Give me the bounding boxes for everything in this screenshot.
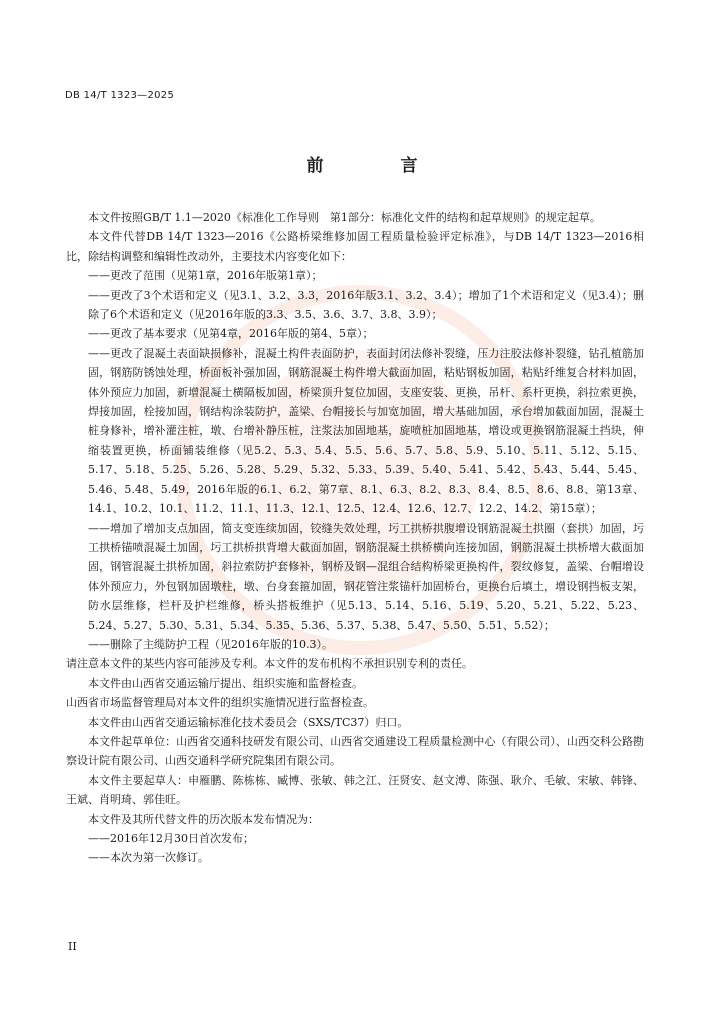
paragraph-drafters: 本文件主要起草人：申雁鹏、陈栋栋、臧博、张敏、韩之江、汪贤安、赵文溥、陈强、耿介、毛敏、宋敏、韩锋、王斌、肖明琦、郭佳旺。 [66, 773, 644, 807]
history-item-current: ——本次为第一次修订。 [88, 851, 209, 865]
change-item-deleted: ——删除了主缆防护工程（见2016年版的10.3）。 [88, 637, 333, 651]
change-item-scope: ——更改了范围（见第1章，2016年版第1章）； [88, 269, 323, 283]
history-item-first: ——2016年12月30日首次发布； [88, 832, 254, 845]
paragraph-scope-rule: 本文件按照GB/T 1.1—2020《标准化工作导则 第1部分：标准化文件的结构和起草规则》的规定起草。 [88, 211, 601, 224]
paragraph-drafting-units: 本文件起草单位：山西省交通科技研发有限公司、山西省交通建设工程质量检测中心（有限公司）、山西交科公路勘察设计院有限公司、山西交通科学研究院集团有限公司。 [66, 734, 644, 768]
paragraph-history-intro: 本文件及其所代替文件的历次版本发布情况为： [88, 812, 319, 826]
paragraph-committee: 本文件由山西省交通运输标准化技术委员会（SXS/TC37）归口。 [88, 715, 409, 729]
paragraph-patent-notice: 请注意本文件的某些内容可能涉及专利。本文件的发布机构不承担识别专利的责任。 [66, 657, 473, 671]
change-item-requirements: ——更改了基本要求（见第4章，2016年版的第4、5章）； [88, 327, 374, 341]
paragraph-proposer: 本文件由山西省交通运输厅提出、组织实施和监督检查。 [88, 676, 363, 690]
change-item-terms: ——更改了3个术语和定义（见3.1、3.2、3.3，2016年版3.1、3.2、3.4）；增加了1个术语和定义（见3.4）；删除了6个术语和定义（见2016年版的3.3、3.5、3.6、3.7、3.8、3.9）； [88, 288, 644, 322]
paragraph-replacement: 本文件代替DB 14/T 1323—2016《公路桥梁维修加固工程质量检验评定标准》，与DB 14/T 1323—2016相比，除结构调整和编辑性改动外，主要技术内容变化如下： [66, 230, 644, 263]
change-item-added-methods: ——增加了增加支点加固，简支变连续加固，铰缝失效处理，圬工拱桥拱腹增设钢筋混凝土拱圈（套拱）加固，圬工拱桥锚喷混凝土加固，圬工拱桥拱背增大截面加固，钢筋混凝土拱桥横向连接加固，钢筋混凝土拱桥增大截面加固，钢管混凝土拱桥加固，斜拉索防护套修补，钢桥及钢—混组合结构桥梁更换构件，裂纹修复，盖梁、台帽增设体外预应力，外包钢加固墩柱，墩、台身套箍加固，钢花管注浆锚杆加固桥台，更换台后填土，增设钢挡板支架，防水层维修，栏杆及护栏维修，桥头搭板维护（见5.13、5.14、5.16、5.19、5.20、5.21、5.22、5.23、5.24、5.27、5.30、5.31、5.34、5.35、5.36、5.37、5.38、5.47、5.50、5.51、5.52）； [88, 521, 644, 632]
change-item-modified-methods: ——更改了混凝土表面缺损修补，混凝土构件表面防护，表面封闭法修补裂缝，压力注胶法修补裂缝，钻孔植筋加固，钢筋防锈蚀处理，桥面板补强加固，钢筋混凝土构件增大截面加固，粘贴钢板加固，粘贴纤维复合材料加固，体外预应力加固，新增混凝土横隔板加固，桥梁顶升复位加固，支座安装、更换，吊杆、系杆更换，斜拉索更换，焊接加固，栓接加固，钢结构涂装防护，盖梁、台帽接长与加宽加固，增大基础加固，承台增加截面加固，混凝土桩身修补，增补灌注桩，墩、台增补静压桩，注浆法加固地基，旋喷桩加固地基，增设或更换钢筋混凝土挡块，伸缩装置更换，桥面铺装维修（见5.2、5.3、5.4、5.5、5.6、5.7、5.8、5.9、5.10、5.11、5.12、5.15、5.17、5.18、5.25、5.26、5.28、5.29、5.32、5.33、5.39、5.40、5.41、5.42、5.43、5.44、5.45、5.46、5.48、5.49，2016年版的6.1、6.2、第7章、8.1、6.3、8.2、8.3、8.4、8.5、8.6、8.8、第13章、14.1、10.2、10.1、11.2、11.1、11.3、12.1、12.5、12.4、12.6、12.7、12.2、14.2、第15章）； [88, 346, 644, 516]
foreword-body [66, 208, 644, 868]
paragraph-supervision: 山西省市场监督管理局对本文件的组织实施情况进行监督检查。 [66, 696, 374, 710]
page-number: II [68, 940, 77, 953]
page-title: 前 言 [306, 156, 448, 176]
document-code: DB 14/T 1323—2025 [65, 90, 175, 101]
